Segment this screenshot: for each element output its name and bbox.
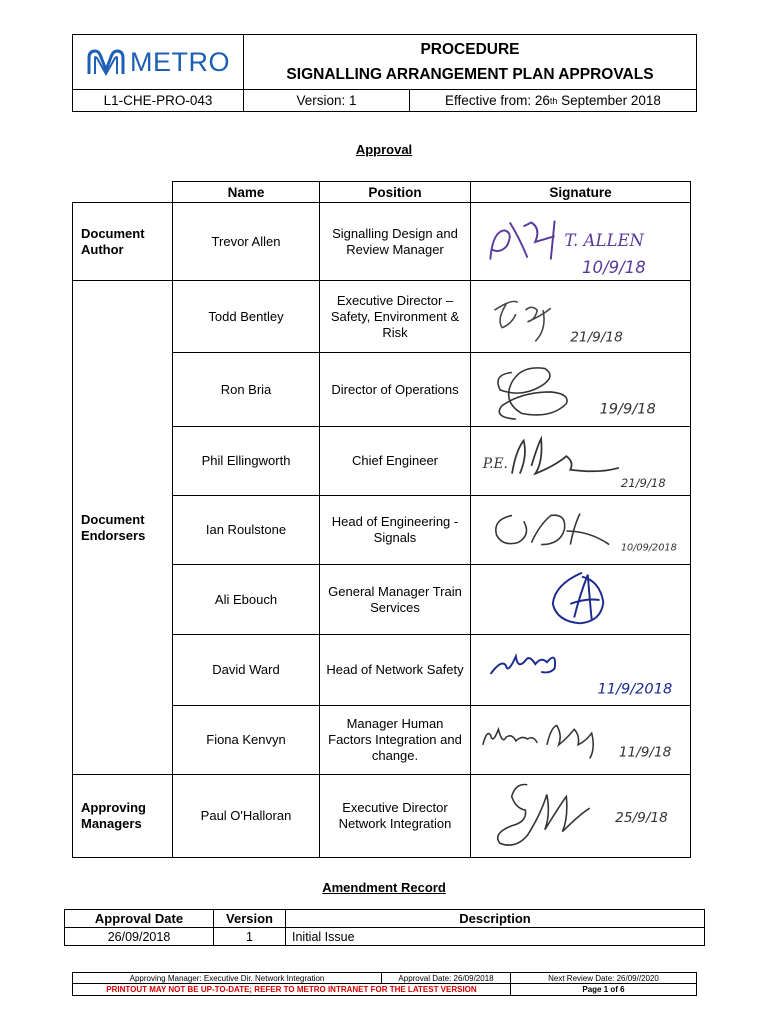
handwritten-signature [471, 427, 690, 495]
handwritten-signature [471, 775, 690, 857]
signature-cell [470, 352, 691, 427]
amend-row-date: 26/09/2018 [64, 927, 214, 946]
approver-position: Chief Engineer [319, 426, 471, 496]
col-signature-header: Signature [470, 181, 691, 203]
amend-col-date: Approval Date [64, 909, 214, 928]
signature-date: 21/9/18 [570, 329, 623, 346]
handwritten-signature [471, 496, 690, 564]
footer-printout-warning: PRINTOUT MAY NOT BE UP-TO-DATE; REFER TO METRO INTRANET FOR THE LATEST VERSION [72, 983, 511, 996]
metro-logo-icon [86, 48, 126, 76]
logo-text: METRO [130, 46, 230, 77]
approver-name: Trevor Allen [172, 202, 320, 281]
document-title-cell [243, 34, 697, 90]
handwritten-signature [471, 281, 690, 352]
group-approving-managers: Approving Managers [72, 774, 173, 858]
approver-name: Ali Ebouch [172, 564, 320, 635]
signature-date: 11/9/2018 [597, 680, 673, 698]
signature-cell [470, 564, 691, 635]
handwritten-signature [471, 353, 690, 426]
handwritten-signature [471, 565, 690, 634]
group-document-author: Document Author [72, 202, 173, 281]
title-main: SIGNALLING ARRANGEMENT PLAN APPROVALS [286, 66, 654, 83]
approver-name: Ian Roulstone [172, 495, 320, 565]
approver-position: Signalling Design and Review Manager [319, 202, 471, 281]
approver-position: General Manager Train Services [319, 564, 471, 635]
approver-name: Paul O'Halloran [172, 774, 320, 858]
signature-cell [470, 426, 691, 496]
approver-position: Executive Director – Safety, Environment & Risk [319, 280, 471, 353]
col-position-header: Position [319, 181, 471, 203]
amend-row-version: 1 [213, 927, 286, 946]
amendment-section-title: Amendment Record [322, 880, 446, 895]
amend-row-description: Initial Issue [285, 927, 705, 946]
approval-section-title: Approval [355, 142, 413, 157]
doc-id: L1-CHE-PRO-043 [72, 89, 244, 112]
footer-next-review: Next Review Date: 26/09//2020 [510, 972, 697, 984]
footer-approving-manager: Approving Manager: Executive Dir. Network Integration [72, 972, 382, 984]
approver-position: Director of Operations [319, 352, 471, 427]
approver-name: David Ward [172, 634, 320, 706]
footer-page-number: Page 1 of 6 [510, 983, 697, 996]
signature-date: 19/9/18 [599, 400, 656, 418]
approver-name: Ron Bria [172, 352, 320, 427]
signature-text: T. ALLEN [564, 230, 645, 250]
approver-position: Manager Human Factors Integration and change. [319, 705, 471, 775]
approver-name: Phil Ellingworth [172, 426, 320, 496]
approver-name: Todd Bentley [172, 280, 320, 353]
signature-text: P.E. [482, 455, 508, 472]
approver-name: Fiona Kenvyn [172, 705, 320, 775]
amend-col-version: Version [213, 909, 286, 928]
amend-col-description: Description [285, 909, 705, 928]
doc-version: Version: 1 [243, 89, 410, 112]
signature-date: 21/9/18 [620, 476, 666, 491]
signature-date: 10/9/18 [581, 258, 646, 278]
approver-position: Executive Director Network Integration [319, 774, 471, 858]
effective-date: Effective from: 26 th September 2018 [409, 89, 697, 112]
effective-suffix: September 2018 [557, 93, 661, 108]
col-name-header: Name [172, 181, 320, 203]
footer-approval-date: Approval Date: 26/09/2018 [381, 972, 511, 984]
signature-cell [470, 280, 691, 353]
title-procedure: PROCEDURE [420, 41, 520, 58]
effective-prefix: Effective from: 26 [445, 93, 550, 108]
approver-position: Head of Network Safety [319, 634, 471, 706]
signature-cell [470, 202, 691, 281]
signature-cell [470, 774, 691, 858]
handwritten-signature [471, 635, 690, 705]
signature-cell [470, 705, 691, 775]
signature-date: 10/09/2018 [620, 542, 677, 554]
signature-cell [470, 634, 691, 706]
signature-cell [470, 495, 691, 565]
handwritten-signature [471, 203, 690, 280]
signature-date: 11/9/18 [618, 744, 672, 761]
approver-position: Head of Engineering - Signals [319, 495, 471, 565]
metro-logo-cell [72, 34, 244, 90]
handwritten-signature [471, 706, 690, 774]
signature-date: 25/9/18 [615, 809, 668, 826]
group-document-endorsers: Document Endorsers [72, 280, 173, 775]
